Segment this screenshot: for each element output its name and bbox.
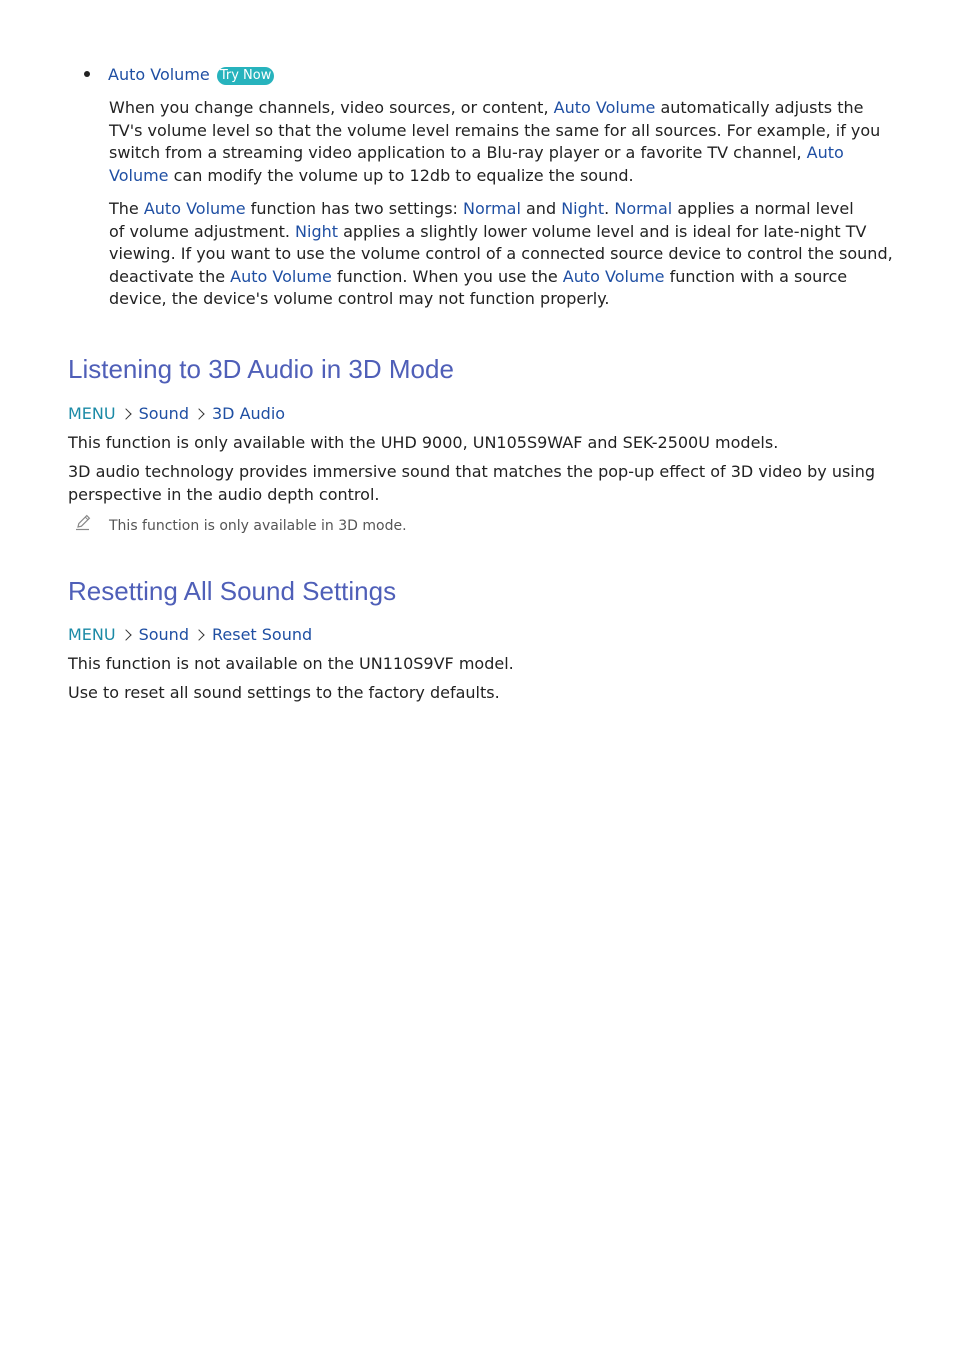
auto-volume-settings-description — [109, 198, 893, 311]
breadcrumb-reset-sound[interactable]: Reset Sound — [211, 625, 313, 644]
keyword-text: Night — [561, 199, 605, 218]
keyword-text: Normal — [463, 199, 521, 218]
section-heading-reset-sound: Resetting All Sound Settings — [68, 576, 397, 606]
text-line — [109, 243, 893, 266]
text-run: deactivate the — [109, 266, 231, 286]
auto-volume-description — [109, 97, 880, 187]
text-line — [109, 198, 893, 221]
breadcrumb-3d-audio — [68, 403, 285, 425]
breadcrumb-reset-sound — [68, 624, 312, 646]
breadcrumb-menu[interactable]: MENU — [68, 625, 116, 644]
keyword-text: Auto Volume — [230, 266, 332, 286]
text-run: When you change channels, video sources, or content, — [109, 98, 554, 117]
text-line — [109, 221, 893, 244]
text-line — [109, 120, 880, 143]
text-line — [109, 165, 880, 188]
text-run: viewing. If you want to use the volume control of a connected source device to control the sound, — [109, 244, 893, 264]
breadcrumb-3d-audio[interactable]: 3D Audio — [211, 404, 286, 423]
chevron-right-icon — [193, 629, 204, 640]
section-heading-3d-audio: Listening to 3D Audio in 3D Mode — [68, 354, 454, 384]
text-line: perspective in the audio depth control. — [68, 484, 380, 504]
pencil-note-icon — [74, 512, 94, 532]
text-run: and — [520, 199, 562, 218]
description-3d-audio — [68, 461, 875, 506]
text-run: device, the device's volume control may not function properly. — [109, 289, 610, 309]
text-run: automatically adjusts the — [655, 98, 864, 117]
text-run: function. When you use the — [331, 266, 563, 286]
text-run: function with a source — [664, 266, 848, 286]
text-line: 3D audio technology provides immersive sound that matches the pop-up effect of 3D video by using — [68, 462, 876, 481]
keyword-text: Auto — [806, 143, 844, 163]
keyword-text: Auto Volume — [143, 199, 246, 218]
text-run: can modify the volume up to 12db to equalize the sound. — [168, 165, 634, 185]
text-run: function has two settings: — [245, 199, 464, 218]
availability-text-3d-audio: This function is only available with the UHD 9000, UN105S9WAF and SEK-2500U models. — [68, 433, 779, 452]
text-line — [109, 142, 880, 165]
try-now-button[interactable]: Try Now — [217, 67, 275, 85]
text-run: applies a slightly lower volume level and is ideal for late-night TV — [338, 221, 867, 241]
auto-volume-bullet — [80, 64, 274, 86]
text-run: . — [604, 199, 615, 218]
keyword-text: Auto Volume — [562, 266, 665, 286]
text-run: TV's volume level so that the volume level remains the same for all sources. For example, if you — [109, 120, 881, 140]
text-line — [109, 97, 880, 120]
bullet-dot-icon — [84, 71, 90, 77]
availability-text-reset-sound: This function is not available on the UN110S9VF model. — [68, 654, 514, 673]
note-text: This function is only available in 3D mode. — [109, 518, 407, 534]
chevron-right-icon — [193, 408, 204, 419]
breadcrumb-menu[interactable]: MENU — [68, 404, 116, 423]
breadcrumb-sound[interactable]: Sound — [138, 404, 189, 423]
keyword-text: Night — [295, 221, 339, 241]
text-line — [109, 288, 893, 311]
text-run: switch from a streaming video application to a Blu-ray player or a favorite TV channel, — [109, 143, 807, 163]
breadcrumb-sound[interactable]: Sound — [138, 625, 189, 644]
description-reset-sound: Use to reset all sound settings to the factory defaults. — [68, 683, 500, 702]
keyword-text: Auto Volume — [553, 98, 656, 117]
text-run: applies a normal level — [672, 199, 854, 218]
keyword-text: Normal — [614, 199, 673, 218]
auto-volume-title: Auto Volume — [108, 65, 210, 84]
text-run: of volume adjustment. — [109, 221, 296, 241]
text-line — [109, 266, 893, 289]
text-run: The — [109, 199, 144, 218]
chevron-right-icon — [120, 408, 131, 419]
chevron-right-icon — [120, 629, 131, 640]
keyword-text: Volume — [109, 165, 169, 185]
